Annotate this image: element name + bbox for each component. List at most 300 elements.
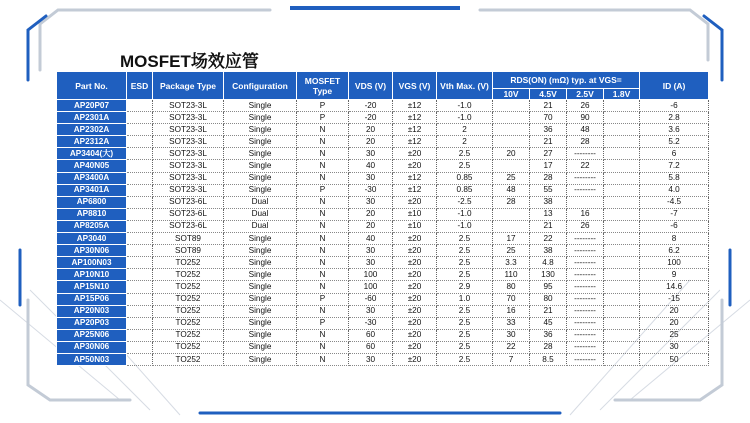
- cell-part: AP8810: [57, 208, 127, 220]
- cell-r10: 33: [493, 317, 530, 329]
- cell-esd: [127, 100, 153, 112]
- cell-r18: [604, 269, 640, 281]
- cell-r18: [604, 100, 640, 112]
- cell-vds: 20: [349, 136, 393, 148]
- cell-id: 20: [640, 317, 709, 329]
- cell-vth: 2.5: [437, 269, 493, 281]
- cell-vds: 30: [349, 148, 393, 160]
- header-rds-1-8v: 1.8V: [604, 89, 640, 100]
- cell-pkg: SOT23-6L: [153, 220, 224, 232]
- cell-part: AP2301A: [57, 112, 127, 124]
- cell-type: N: [297, 196, 349, 208]
- cell-r18: [604, 220, 640, 232]
- cell-r18: [604, 257, 640, 269]
- cell-r25: --------: [567, 184, 604, 196]
- cell-id: -6: [640, 100, 709, 112]
- cell-part: AP20P07: [57, 100, 127, 112]
- cell-part: AP8205A: [57, 220, 127, 232]
- cell-esd: [127, 112, 153, 124]
- cell-cfg: Single: [224, 245, 297, 257]
- cell-vth: 0.85: [437, 184, 493, 196]
- cell-esd: [127, 245, 153, 257]
- cell-type: N: [297, 172, 349, 184]
- cell-cfg: Single: [224, 100, 297, 112]
- cell-cfg: Single: [224, 269, 297, 281]
- cell-type: N: [297, 208, 349, 220]
- cell-r45: 38: [530, 196, 567, 208]
- table-row: [57, 269, 709, 281]
- cell-cfg: Single: [224, 353, 297, 365]
- header-id: ID (A): [640, 72, 709, 100]
- cell-r10: [493, 136, 530, 148]
- cell-vgs: ±12: [393, 124, 437, 136]
- cell-vth: -1.0: [437, 208, 493, 220]
- cell-esd: [127, 148, 153, 160]
- table-row: [57, 257, 709, 269]
- cell-r10: 48: [493, 184, 530, 196]
- cell-type: P: [297, 184, 349, 196]
- cell-cfg: Single: [224, 305, 297, 317]
- table-row: [57, 196, 709, 208]
- cell-pkg: SOT23-6L: [153, 208, 224, 220]
- cell-r18: [604, 124, 640, 136]
- cell-pkg: TO252: [153, 329, 224, 341]
- cell-pkg: SOT89: [153, 245, 224, 257]
- cell-vth: 2.5: [437, 317, 493, 329]
- table-row: [57, 329, 709, 341]
- cell-vds: 30: [349, 257, 393, 269]
- table-row: [57, 100, 709, 112]
- cell-r10: [493, 160, 530, 172]
- cell-esd: [127, 353, 153, 365]
- cell-r18: [604, 353, 640, 365]
- cell-vth: 2.5: [437, 341, 493, 353]
- cell-esd: [127, 269, 153, 281]
- cell-esd: [127, 160, 153, 172]
- table-row: [57, 341, 709, 353]
- cell-type: N: [297, 269, 349, 281]
- header-rds-4-5v: 4.5V: [530, 89, 567, 100]
- cell-r18: [604, 184, 640, 196]
- cell-r45: 21: [530, 220, 567, 232]
- cell-r25: --------: [567, 329, 604, 341]
- cell-r45: 28: [530, 341, 567, 353]
- cell-vgs: ±20: [393, 305, 437, 317]
- cell-cfg: Dual: [224, 196, 297, 208]
- cell-type: N: [297, 136, 349, 148]
- table-row: [57, 293, 709, 305]
- cell-vds: 100: [349, 281, 393, 293]
- cell-vth: 2.5: [437, 353, 493, 365]
- cell-esd: [127, 220, 153, 232]
- cell-vth: 2.5: [437, 257, 493, 269]
- cell-r45: 8.5: [530, 353, 567, 365]
- cell-cfg: Single: [224, 341, 297, 353]
- cell-type: N: [297, 257, 349, 269]
- cell-id: -6: [640, 220, 709, 232]
- cell-r45: 13: [530, 208, 567, 220]
- cell-r45: 27: [530, 148, 567, 160]
- cell-r25: --------: [567, 148, 604, 160]
- cell-pkg: SOT23-3L: [153, 160, 224, 172]
- cell-r18: [604, 317, 640, 329]
- cell-r25: --------: [567, 293, 604, 305]
- cell-r25: 22: [567, 160, 604, 172]
- cell-pkg: SOT23-3L: [153, 172, 224, 184]
- cell-esd: [127, 136, 153, 148]
- cell-cfg: Single: [224, 257, 297, 269]
- table-row: [57, 245, 709, 257]
- cell-vds: 40: [349, 160, 393, 172]
- cell-pkg: TO252: [153, 281, 224, 293]
- cell-id: 100: [640, 257, 709, 269]
- cell-r45: 4.8: [530, 257, 567, 269]
- cell-part: AP100N03: [57, 257, 127, 269]
- cell-type: P: [297, 112, 349, 124]
- cell-pkg: SOT23-3L: [153, 136, 224, 148]
- cell-cfg: Single: [224, 112, 297, 124]
- cell-part: AP50N03: [57, 353, 127, 365]
- cell-vgs: ±20: [393, 353, 437, 365]
- cell-part: AP3401A: [57, 184, 127, 196]
- cell-pkg: SOT23-3L: [153, 100, 224, 112]
- cell-r10: 17: [493, 233, 530, 245]
- cell-esd: [127, 257, 153, 269]
- cell-vth: 2.5: [437, 160, 493, 172]
- cell-r10: 16: [493, 305, 530, 317]
- cell-vgs: ±20: [393, 160, 437, 172]
- cell-pkg: SOT23-3L: [153, 124, 224, 136]
- cell-esd: [127, 124, 153, 136]
- cell-vds: 100: [349, 269, 393, 281]
- cell-vth: 2.5: [437, 305, 493, 317]
- cell-vds: 60: [349, 341, 393, 353]
- header-vth: Vth Max. (V): [437, 72, 493, 100]
- table-row: [57, 220, 709, 232]
- cell-r25: --------: [567, 233, 604, 245]
- cell-r45: 130: [530, 269, 567, 281]
- cell-vds: 30: [349, 196, 393, 208]
- header-part-no: Part No.: [57, 72, 127, 100]
- cell-r10: 110: [493, 269, 530, 281]
- cell-cfg: Single: [224, 317, 297, 329]
- cell-part: AP40N05: [57, 160, 127, 172]
- cell-vgs: ±12: [393, 184, 437, 196]
- cell-esd: [127, 172, 153, 184]
- cell-r45: 36: [530, 124, 567, 136]
- cell-vth: 2.9: [437, 281, 493, 293]
- cell-vth: 2.5: [437, 245, 493, 257]
- cell-type: N: [297, 281, 349, 293]
- cell-r25: --------: [567, 172, 604, 184]
- cell-id: 5.8: [640, 172, 709, 184]
- cell-r18: [604, 148, 640, 160]
- cell-cfg: Dual: [224, 208, 297, 220]
- table-row: [57, 148, 709, 160]
- cell-r25: --------: [567, 341, 604, 353]
- cell-vds: 60: [349, 329, 393, 341]
- cell-cfg: Single: [224, 148, 297, 160]
- cell-r18: [604, 233, 640, 245]
- cell-vds: -30: [349, 184, 393, 196]
- cell-r10: [493, 112, 530, 124]
- cell-cfg: Single: [224, 136, 297, 148]
- table-row: [57, 317, 709, 329]
- cell-r45: 38: [530, 245, 567, 257]
- table-row: [57, 305, 709, 317]
- cell-r25: 26: [567, 100, 604, 112]
- cell-id: 8: [640, 233, 709, 245]
- cell-vth: 2: [437, 136, 493, 148]
- cell-r45: 80: [530, 293, 567, 305]
- cell-vds: -60: [349, 293, 393, 305]
- cell-part: AP3040: [57, 233, 127, 245]
- cell-cfg: Single: [224, 281, 297, 293]
- header-vds: VDS (V): [349, 72, 393, 100]
- cell-esd: [127, 208, 153, 220]
- cell-r10: 22: [493, 341, 530, 353]
- cell-esd: [127, 293, 153, 305]
- cell-esd: [127, 281, 153, 293]
- cell-esd: [127, 196, 153, 208]
- cell-r25: --------: [567, 245, 604, 257]
- cell-id: 2.8: [640, 112, 709, 124]
- cell-cfg: Single: [224, 184, 297, 196]
- cell-id: 7.2: [640, 160, 709, 172]
- cell-esd: [127, 184, 153, 196]
- cell-r45: 21: [530, 136, 567, 148]
- cell-vds: -30: [349, 317, 393, 329]
- cell-vgs: ±20: [393, 317, 437, 329]
- cell-id: 30: [640, 341, 709, 353]
- cell-r25: 28: [567, 136, 604, 148]
- cell-vgs: ±10: [393, 220, 437, 232]
- cell-r10: 25: [493, 245, 530, 257]
- cell-type: N: [297, 245, 349, 257]
- cell-part: AP6800: [57, 196, 127, 208]
- cell-r10: 70: [493, 293, 530, 305]
- cell-r18: [604, 305, 640, 317]
- cell-r18: [604, 160, 640, 172]
- cell-vgs: ±20: [393, 269, 437, 281]
- cell-type: N: [297, 220, 349, 232]
- cell-vth: -1.0: [437, 112, 493, 124]
- cell-type: N: [297, 353, 349, 365]
- cell-vgs: ±12: [393, 100, 437, 112]
- cell-cfg: Single: [224, 172, 297, 184]
- cell-vgs: ±12: [393, 136, 437, 148]
- table-row: [57, 233, 709, 245]
- cell-type: N: [297, 233, 349, 245]
- cell-id: 5.2: [640, 136, 709, 148]
- cell-r25: --------: [567, 269, 604, 281]
- cell-vth: -1.0: [437, 100, 493, 112]
- cell-r18: [604, 281, 640, 293]
- header-rds-group: RDS(ON) (mΩ) typ. at VGS=: [493, 72, 640, 89]
- cell-vgs: ±20: [393, 341, 437, 353]
- cell-r25: 26: [567, 220, 604, 232]
- cell-type: P: [297, 317, 349, 329]
- cell-cfg: Dual: [224, 220, 297, 232]
- cell-r25: --------: [567, 257, 604, 269]
- header-package-type: Package Type: [153, 72, 224, 100]
- cell-id: 6.2: [640, 245, 709, 257]
- cell-r18: [604, 245, 640, 257]
- cell-esd: [127, 233, 153, 245]
- cell-r10: 20: [493, 148, 530, 160]
- cell-vgs: ±20: [393, 293, 437, 305]
- cell-pkg: TO252: [153, 269, 224, 281]
- cell-vth: 2.5: [437, 233, 493, 245]
- header-configuration: Configuration: [224, 72, 297, 100]
- cell-esd: [127, 317, 153, 329]
- cell-r10: 7: [493, 353, 530, 365]
- cell-vds: 20: [349, 220, 393, 232]
- cell-r18: [604, 172, 640, 184]
- cell-r45: 21: [530, 305, 567, 317]
- cell-cfg: Single: [224, 160, 297, 172]
- cell-r10: 25: [493, 172, 530, 184]
- cell-r18: [604, 196, 640, 208]
- header-rds-10v: 10V: [493, 89, 530, 100]
- page-title: MOSFET场效应管: [120, 52, 259, 71]
- cell-part: AP30N06: [57, 245, 127, 257]
- cell-id: 20: [640, 305, 709, 317]
- cell-pkg: SOT23-3L: [153, 184, 224, 196]
- cell-r10: [493, 208, 530, 220]
- cell-r45: 95: [530, 281, 567, 293]
- cell-vgs: ±12: [393, 112, 437, 124]
- cell-id: 14.6: [640, 281, 709, 293]
- cell-r25: --------: [567, 353, 604, 365]
- cell-part: AP3400A: [57, 172, 127, 184]
- cell-pkg: TO252: [153, 293, 224, 305]
- cell-r25: --------: [567, 281, 604, 293]
- cell-r45: 55: [530, 184, 567, 196]
- table-row: [57, 172, 709, 184]
- cell-pkg: SOT23-6L: [153, 196, 224, 208]
- cell-id: 25: [640, 329, 709, 341]
- cell-id: 50: [640, 353, 709, 365]
- cell-r18: [604, 208, 640, 220]
- cell-vgs: ±10: [393, 208, 437, 220]
- cell-vth: 2.5: [437, 148, 493, 160]
- cell-part: AP30N06: [57, 341, 127, 353]
- cell-esd: [127, 341, 153, 353]
- cell-r45: 70: [530, 112, 567, 124]
- cell-vds: -20: [349, 100, 393, 112]
- cell-part: AP25N06: [57, 329, 127, 341]
- cell-vds: 30: [349, 172, 393, 184]
- cell-pkg: SOT23-3L: [153, 148, 224, 160]
- cell-r45: 45: [530, 317, 567, 329]
- cell-part: AP10N10: [57, 269, 127, 281]
- cell-pkg: SOT89: [153, 233, 224, 245]
- cell-r18: [604, 329, 640, 341]
- cell-id: -15: [640, 293, 709, 305]
- cell-r45: 22: [530, 233, 567, 245]
- header-rds-2-5v: 2.5V: [567, 89, 604, 100]
- table-body: [57, 100, 709, 366]
- cell-type: N: [297, 341, 349, 353]
- cell-r25: [567, 196, 604, 208]
- cell-r18: [604, 136, 640, 148]
- cell-vgs: ±20: [393, 329, 437, 341]
- cell-r25: 48: [567, 124, 604, 136]
- cell-id: -4.5: [640, 196, 709, 208]
- cell-vgs: ±20: [393, 196, 437, 208]
- cell-vth: -2.5: [437, 196, 493, 208]
- cell-vgs: ±20: [393, 257, 437, 269]
- cell-r10: 30: [493, 329, 530, 341]
- cell-cfg: Single: [224, 124, 297, 136]
- table-row: [57, 353, 709, 365]
- cell-vds: 30: [349, 353, 393, 365]
- cell-pkg: TO252: [153, 305, 224, 317]
- cell-vgs: ±20: [393, 148, 437, 160]
- cell-r10: [493, 100, 530, 112]
- cell-r45: 28: [530, 172, 567, 184]
- cell-cfg: Single: [224, 233, 297, 245]
- cell-type: P: [297, 100, 349, 112]
- cell-vds: 20: [349, 208, 393, 220]
- cell-id: 6: [640, 148, 709, 160]
- cell-vth: 2: [437, 124, 493, 136]
- cell-type: P: [297, 293, 349, 305]
- cell-type: N: [297, 305, 349, 317]
- cell-id: 3.6: [640, 124, 709, 136]
- cell-vth: 1.0: [437, 293, 493, 305]
- cell-part: AP2312A: [57, 136, 127, 148]
- cell-vgs: ±12: [393, 172, 437, 184]
- cell-vgs: ±20: [393, 281, 437, 293]
- cell-vgs: ±20: [393, 245, 437, 257]
- cell-id: -7: [640, 208, 709, 220]
- table-row: [57, 208, 709, 220]
- cell-pkg: TO252: [153, 341, 224, 353]
- cell-type: N: [297, 148, 349, 160]
- cell-r18: [604, 112, 640, 124]
- table-row: [57, 136, 709, 148]
- mosfet-table: [56, 71, 709, 366]
- table-row: [57, 160, 709, 172]
- cell-cfg: Single: [224, 293, 297, 305]
- cell-esd: [127, 305, 153, 317]
- cell-vth: 0.85: [437, 172, 493, 184]
- cell-r25: --------: [567, 317, 604, 329]
- cell-type: N: [297, 329, 349, 341]
- cell-r10: [493, 124, 530, 136]
- table-row: [57, 281, 709, 293]
- header-esd: ESD: [127, 72, 153, 100]
- cell-r10: 28: [493, 196, 530, 208]
- cell-part: AP15P06: [57, 293, 127, 305]
- cell-type: N: [297, 160, 349, 172]
- cell-part: AP20N03: [57, 305, 127, 317]
- cell-id: 4.0: [640, 184, 709, 196]
- cell-pkg: TO252: [153, 257, 224, 269]
- cell-vds: 40: [349, 233, 393, 245]
- cell-type: N: [297, 124, 349, 136]
- cell-pkg: SOT23-3L: [153, 112, 224, 124]
- cell-r25: 16: [567, 208, 604, 220]
- cell-r45: 21: [530, 100, 567, 112]
- cell-pkg: TO252: [153, 353, 224, 365]
- cell-r18: [604, 293, 640, 305]
- cell-vgs: ±20: [393, 233, 437, 245]
- table-row: [57, 112, 709, 124]
- cell-r25: 90: [567, 112, 604, 124]
